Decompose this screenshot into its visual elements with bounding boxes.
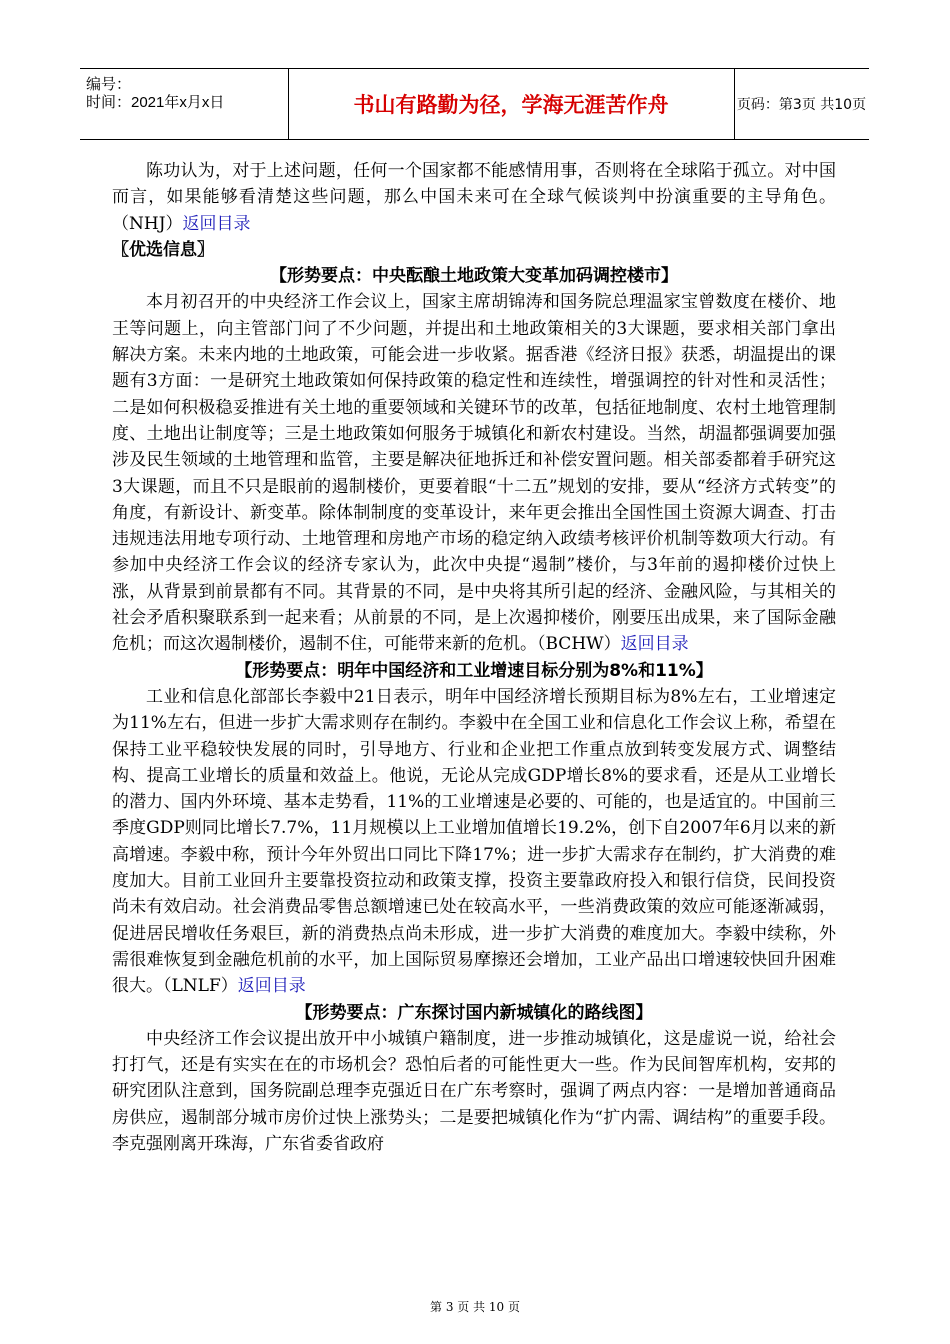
header-page-number: 页码：第3页 共10页: [736, 97, 867, 113]
paragraph-growth-targets: [112, 684, 836, 1000]
page-header: [80, 68, 869, 140]
section-heading: 〖优选信息〗: [112, 239, 214, 260]
paragraph-land-policy: [112, 289, 836, 657]
paragraph-text: 本月初召开的中央经济工作会议上，国家主席胡锦涛和国务院总理温家宝曾数度在楼价、地王等问题上，向主管部门问了不少问题，并提出和土地政策相关的3大课题，要求相关部门拿出解决方案。未来内地的土地政策，可能会进一步收紧。据香港《经济日报》获悉，胡温提出的课题有3方面：一是研究土地政策如何保持政策的稳定性和连续性，增强调控的针对性和灵活性；二是如何积极稳妥推进有关土地的重要领域和关键环节的改革，包括征地制度、农村土地管理制度、土地出让制度等；三是土地政策如何服务于城镇化和新农村建设。当然，胡温都强调要加强涉及民生领域的土地管理和监管，主要是解决征地拆迁和补偿安置问题。相关部委都着手研究这3大课题，而且不只是眼前的遏制楼价，更要着眼“十二五”规划的安排，要从“经济方式转变”的角度，有新设计、新变革。除体制制度的变革设计，来年更会推出全国性国土资源大调查、打击违规违法用地专项行动、土地管理和房地产市场的稳定纳入政绩考核评价机制等数项大行动。有参加中央经济工作会议的经济专家认为，此次中央提“遏制”楼价，与3年前的遏抑楼价过快上涨，从背景到前景都有不同。其背景的不同，是中央将其所引起的经济、金融风险，与其相关的社会矛盾积聚联系到一起来看；从前景的不同，是上次遏抑楼价，刚要压出成果，来了国际金融危机；而这次遏制楼价，遏制不住，可能带来新的危机。（BCHW）: [112, 292, 836, 655]
page-footer: 第 3 页 共 10 页: [430, 1300, 520, 1314]
paragraph-text: 工业和信息化部部长李毅中21日表示，明年中国经济增长预期目标为8%左右，工业增速定为11%左右，但进一步扩大需求则存在制约。李毅中在全国工业和信息化工作会议上称，希望在保持工业平稳较快发展的同时，引导地方、行业和企业把工作重点放到转变发展方式、调整结构、提高工业增长的质量和效益上。他说，无论从完成GDP增长8%的要求看，还是从工业增长的潜力、国内外环境、基本走势看，11%的工业增速是必要的、可能的，也是适宜的。中国前三季度GDP则同比增长7.7%，11月规模以上工业增加值增长19.2%，创下自2007年6月以来的新高增速。李毅中称，预计今年外贸出口同比下降17%；进一步扩大需求存在制约，扩大消费的难度加大。目前工业回升主要靠投资拉动和政策支撑，投资主要靠政府投入和银行信贷，民间投资尚未有效启动。社会消费品零售总额增速已处在较高水平，一些消费政策的效应可能逐渐减弱，促进居民增收任务艰巨，新的消费热点尚未形成，进一步扩大消费的难度加大。李毅中续称，外需很难恢复到金融危机前的水平，加上国际贸易摩擦还会增加，工业产品出口增速较快回升困难很大。（LNLF）: [112, 686, 836, 997]
document-number-label: 编号：: [86, 76, 132, 93]
document-date-label: 时间：2021年x月x日: [86, 94, 225, 111]
header-motto: 书山有路勤为径，学海无涯苦作舟: [288, 69, 735, 139]
article-title-growth-targets: 【形势要点：明年中国经济和工业增速目标分别为8%和11%】: [235, 660, 713, 681]
document-body: [112, 158, 836, 1157]
paragraph-urbanization: [112, 1026, 836, 1157]
back-to-toc-link[interactable]: 返回目录: [182, 213, 251, 234]
paragraph-text: 中央经济工作会议提出放开中小城镇户籍制度，进一步推动城镇化，这是虚说一说，给社会打打气，还是有实实在在的市场机会？恐怕后者的可能性更大一些。作为民间智库机构，安邦的研究团队注意到，国务院副总理李克强近日在广东考察时，强调了两点内容：一是增加普通商品房供应，遏制部分城市房价过快上涨势头；二是要把城镇化作为“扩内需、调结构”的重要手段。李克强刚离开珠海，广东省委省政府: [112, 1028, 836, 1154]
back-to-toc-link[interactable]: 返回目录: [620, 634, 689, 655]
article-title-urbanization: 【形势要点：广东探讨国内新城镇化的路线图】: [295, 1002, 653, 1023]
back-to-toc-link[interactable]: 返回目录: [237, 976, 306, 997]
paragraph-intro: [112, 158, 836, 237]
article-title-land-policy: 【形势要点：中央酝酿土地政策大变革加码调控楼市】: [270, 266, 678, 287]
paragraph-text: 陈功认为，对于上述问题，任何一个国家都不能感情用事，否则将在全球陷于孤立。对中国而言，如果能够看清楚这些问题，那么中国未来可在全球气候谈判中扮演重要的主导角色。（NHJ）: [112, 161, 836, 234]
header-meta: [80, 69, 289, 139]
